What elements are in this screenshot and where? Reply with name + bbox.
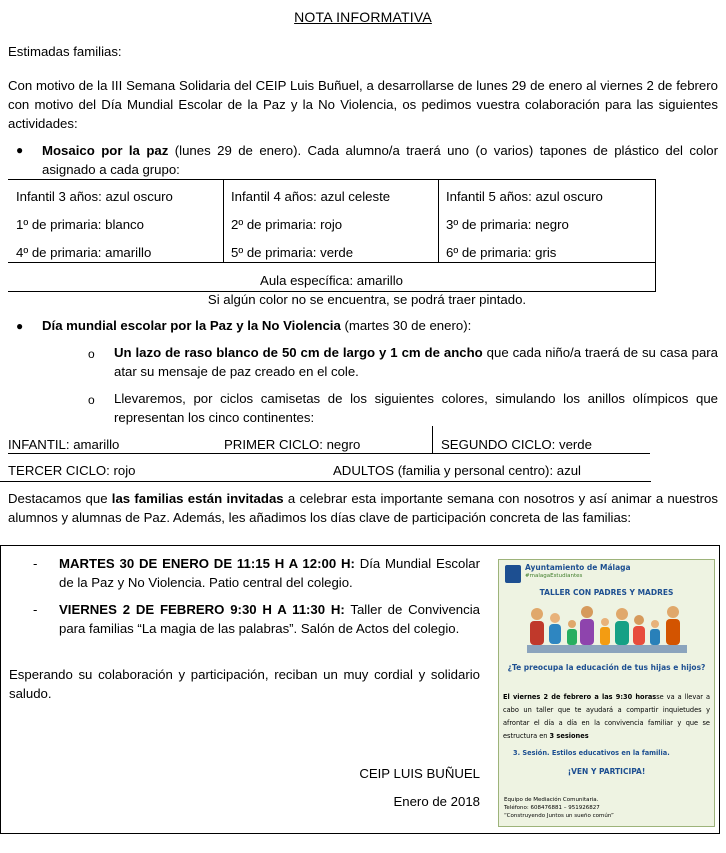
- table-cell: Infantil 4 años: azul celeste: [231, 189, 391, 204]
- poster-heading: TALLER CON PADRES Y MADRES: [539, 588, 674, 597]
- dash-icon: -: [33, 602, 38, 617]
- table-cell: 6º de primaria: gris: [446, 245, 557, 260]
- families-post: a celebrar esta importante semana con nosotros y así animar a nuestros alumnos y alumnas de Paz. Además, les añadimos los días clave de participación concreta de las familias:: [8, 491, 718, 525]
- activity1-desc: (lunes 29 de enero). Cada alumno/a traerá uno (o varios) tapones de plástico del color asignado a cada grupo:: [42, 143, 718, 177]
- workshop-poster: [498, 559, 715, 827]
- activity2-desc: (martes 30 de enero):: [340, 318, 472, 333]
- shirt-primer: PRIMER CICLO: negro: [224, 437, 361, 452]
- people-icon: [527, 606, 687, 653]
- table-cell: 4º de primaria: amarillo: [16, 245, 152, 260]
- table-cell: Infantil 5 años: azul oscuro: [446, 189, 603, 204]
- activity2-sub1: [114, 343, 718, 381]
- table-cell: 3º de primaria: negro: [446, 217, 569, 232]
- poster-cta: ¡VEN Y PARTICIPA!: [567, 767, 646, 776]
- sub-bullet-icon: o: [88, 347, 95, 361]
- families-pre: Destacamos que: [8, 491, 112, 506]
- activity1-text: [42, 141, 718, 179]
- signature: CEIP LUIS BUÑUEL: [359, 766, 480, 781]
- color-note: Si algún color no se encuentra, se podrá traer pintado.: [207, 292, 527, 307]
- table-cell: Infantil 3 años: azul oscuro: [16, 189, 173, 204]
- bullet-icon: ●: [16, 319, 24, 333]
- shirt-tercer: TERCER CICLO: rojo: [8, 463, 136, 478]
- page-title: NOTA INFORMATIVA: [294, 9, 432, 25]
- poster-question: ¿Te preocupa la educación de tus hijas e hijos?: [507, 663, 706, 672]
- shirt-infantil: INFANTIL: amarillo: [8, 437, 120, 452]
- key-day-desc: Taller de Convivencia para familias “La magia de las palabras”. Salón de Actos del colegio.: [59, 602, 480, 636]
- table-divider: [0, 481, 651, 482]
- table-cell: 1º de primaria: blanco: [16, 217, 144, 232]
- table-cell-aula: Aula específica: amarillo: [260, 273, 403, 288]
- poster-footer-1: Equipo de Mediación Comunitaria.: [504, 797, 599, 803]
- poster-sessions: 3 sesiones: [549, 732, 589, 740]
- poster-org: Ayuntamiento de Málaga: [525, 563, 631, 572]
- intro-paragraph: Con motivo de la III Semana Solidaria del CEIP Luis Buñuel, a desarrollarse de lunes 29 de enero al viernes 2 de febrero con motivo del Día Mundial Escolar de la Paz y la No Violencia, os pedimos vuestra colaboración para las siguientes actividades:: [8, 78, 718, 131]
- poster-footer-2: Teléfono: 608476881 – 951926827: [504, 805, 600, 811]
- city-logo-icon: [505, 565, 521, 583]
- poster-session: 3. Sesión. Estilos educativos en la familia.: [513, 749, 670, 757]
- table-divider: [223, 180, 224, 262]
- sub-bullet-icon: o: [88, 393, 95, 407]
- shirts-table: [8, 430, 650, 454]
- dash-icon: -: [33, 556, 38, 571]
- family-illustration: [527, 602, 687, 658]
- families-invited: las familias están invitadas: [111, 491, 284, 506]
- key-day-date: VIERNES 2 DE FEBRERO 9:30 H A 11:30 H:: [59, 602, 345, 617]
- greeting: Estimadas familias:: [8, 44, 122, 59]
- bullet-icon: ●: [16, 143, 24, 157]
- shirt-segundo: SEGUNDO CICLO: verde: [441, 437, 592, 452]
- table-divider: [8, 262, 655, 263]
- poster-org-sub: #malagaEstudiantes: [525, 573, 583, 579]
- date: Enero de 2018: [393, 794, 480, 809]
- table-cell: 2º de primaria: rojo: [231, 217, 343, 232]
- key-day-item: [59, 600, 480, 638]
- shirt-adultos: ADULTOS (familia y personal centro): azul: [333, 463, 581, 478]
- ribbon-spec: Un lazo de raso blanco de 50 cm de largo y 1 cm de ancho: [114, 345, 483, 360]
- activity2-sub2: Llevaremos, por ciclos camisetas de los siguientes colores, simulando los anillos olímpicos que representan los cinco continentes:: [114, 391, 718, 425]
- ribbon-desc: que cada niño/a traerá de su casa para atar su mensaje de paz creado en el cole.: [114, 345, 718, 379]
- poster-body-text: se va a llevar a cabo un taller que te ayudará a compartir inquietudes y afrontar el día a día en la convivencia familiar y que se estructura en: [503, 693, 711, 740]
- closing-paragraph: Esperando su colaboración y participación, reciban un muy cordial y solidario saludo.: [9, 667, 480, 701]
- table-cell: 5º de primaria: verde: [231, 245, 354, 260]
- poster-body: [503, 691, 710, 743]
- families-paragraph: [8, 489, 718, 527]
- activity1-name: Mosaico por la paz: [42, 143, 169, 158]
- table-divider: [432, 426, 433, 453]
- activity2-name: Día mundial escolar por la Paz y la No Violencia: [42, 318, 341, 333]
- poster-footer-3: “Construyendo Juntos un sueño común”: [504, 813, 614, 819]
- key-day-date: MARTES 30 DE ENERO DE 11:15 H A 12:00 H:: [59, 556, 355, 571]
- key-days-box: [0, 545, 720, 834]
- activity2-text: [42, 316, 718, 335]
- poster-date: El viernes 2 de febrero a las 9:30 horas: [503, 693, 657, 701]
- table-divider: [438, 180, 439, 262]
- colors-table: [8, 179, 656, 292]
- key-day-item: [59, 554, 480, 592]
- key-day-desc: Día Mundial Escolar de la Paz y No Violencia. Patio central del colegio.: [59, 556, 480, 590]
